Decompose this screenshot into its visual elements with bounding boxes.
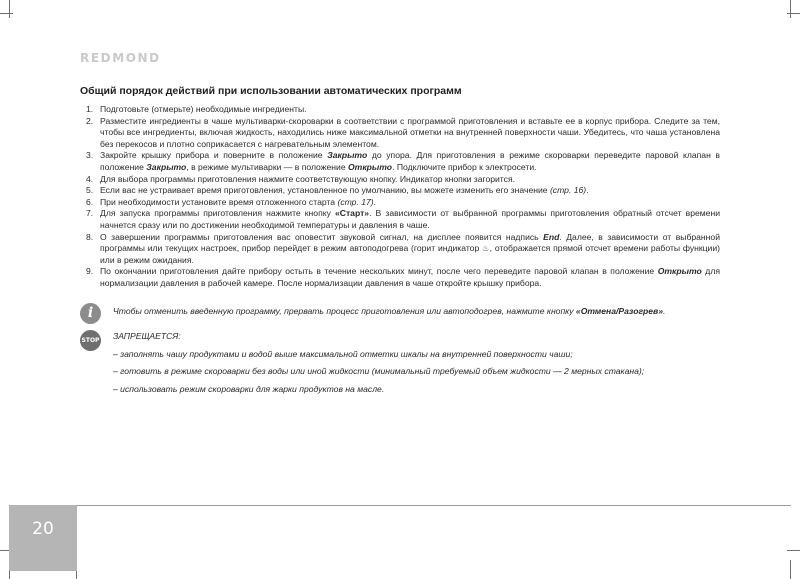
step-number: 6.: [86, 196, 94, 207]
page-number-box: [9, 505, 77, 571]
step-text: . Далее, в зависимости от выбранной программы или текущих настроек, прибор перейдет в режим автоподогрева (горит индикатор: [100, 231, 720, 254]
step-text: Закройте крышку прибора и поверните в положение: [100, 150, 328, 161]
stop-item: – использовать режим скороварки для жарки продуктов на масле.: [113, 383, 385, 394]
step-text: О завершении программы приготовления вас оповестит звуковой сигнал, на дисплее появится надпись: [100, 231, 544, 242]
step-item: [80, 174, 720, 186]
step-text: для нормализации давления в рабочей камере. После нормализации давления в чаше откройте крышку прибора.: [100, 266, 720, 288]
step-item: [80, 208, 720, 231]
step-item: [80, 185, 720, 197]
step-number: 4.: [86, 173, 94, 184]
stop-item: – готовить в режиме скороварки без воды или иной жидкости (минимальный требуемый объем жидкости — 2 мерных стакана);: [113, 366, 645, 377]
section-heading: Общий порядок действий при использовании автоматических программ: [80, 85, 462, 97]
crop-mark: [9, 0, 10, 18]
step-text: Разместите ингредиенты в чаше мультиварки-скороварки в соответствии с программой приготовления и вставьте ее в корпус прибора. Следите за тем, чтобы все ингредиенты, включая жидкость, находились ниже максимальной отметки на внутренней поверхности чаши. Убедитесь, что чаша установлена без перекосов и плотно соприкасается с нагревательным элементом.: [100, 115, 720, 149]
step-number: 1.: [86, 104, 94, 114]
step-number: 2.: [86, 115, 94, 126]
emphasis-text: Открыто: [657, 266, 702, 277]
step-text: Если вас не устраивает время приготовления, установленное по умолчанию, вы можете изменить его значение: [100, 185, 550, 196]
step-number: 7.: [86, 208, 94, 219]
steps-list: [80, 104, 720, 290]
info-note-end: .: [663, 306, 666, 316]
step-text: Подготовьте (отмерьте) необходимые ингредиенты.: [100, 104, 307, 114]
stop-title: ЗАПРЕЩАЕТСЯ:: [113, 331, 181, 341]
crop-mark: [0, 13, 13, 14]
step-number: 3.: [86, 150, 94, 161]
keep-warm-indicator-icon: ♨: [482, 244, 490, 254]
footer-divider: [9, 505, 791, 506]
step-text: .: [586, 185, 589, 196]
emphasis-text: Открыто: [348, 161, 393, 172]
step-text: Для запуска программы приготовления нажмите кнопку: [100, 208, 335, 219]
stop-item: – заполнять чашу продуктами и водой выше максимальной отметки шкалы на внутренней поверхности чаши;: [113, 348, 573, 359]
step-item: [80, 197, 720, 209]
page-reference: (стр. 17): [337, 196, 374, 207]
step-text: до упора. Для приготовления в режиме скороварки переведите паровой клапан в положение: [100, 150, 720, 172]
step-number: 8.: [86, 231, 94, 242]
step-text: При необходимости установите время отложенного старта: [100, 196, 338, 207]
step-number: 5.: [86, 185, 94, 196]
crop-mark: [790, 560, 791, 579]
emphasis-text: End: [543, 231, 560, 242]
page-number: 20: [32, 519, 54, 539]
crop-mark: [787, 13, 800, 14]
step-item: [80, 232, 720, 267]
step-text: По окончании приготовления дайте прибору остыть в течение нескольких минут, после чего переведите паровой клапан в положение: [100, 266, 658, 277]
step-text: , в режиме мультиварки — в положение: [186, 161, 348, 172]
step-item: [80, 104, 720, 116]
step-text: . Подключите прибор к электросети.: [392, 161, 537, 172]
brand-logo: REDMOND: [80, 51, 161, 65]
emphasis-text: Закрыто: [146, 161, 187, 172]
step-item: [80, 150, 720, 173]
step-number: 9.: [86, 266, 94, 277]
stop-icon: STOP: [80, 330, 101, 351]
info-icon: i: [80, 303, 101, 324]
stop-warning-text: [113, 331, 723, 401]
info-note-button-name: «Отмена/Разогрев»: [575, 306, 664, 316]
step-text: , отображается прямой отсчет времени работы функции) или в режим ожидания.: [100, 243, 721, 265]
emphasis-text: Закрыто: [327, 150, 368, 161]
crop-mark: [790, 0, 791, 18]
button-name: «Старт»: [334, 208, 370, 219]
step-item: [80, 266, 720, 289]
page-reference: (стр. 16): [549, 185, 587, 196]
step-text: . В зависимости от выбранной программы приготовления обратный отсчет времени начнется сразу или по достижении необходимой температуры и давления в чаше.: [100, 208, 720, 230]
info-note-text: Чтобы отменить введенную программу, прервать процесс приготовления или автоподогрев, нажмите кнопку: [113, 306, 576, 316]
step-text: .: [373, 196, 377, 207]
step-text: Для выбора программы приготовления нажмите соответствующую кнопку. Индикатор кнопки загорится.: [100, 173, 515, 184]
step-item: [80, 116, 720, 151]
crop-mark: [787, 550, 800, 551]
